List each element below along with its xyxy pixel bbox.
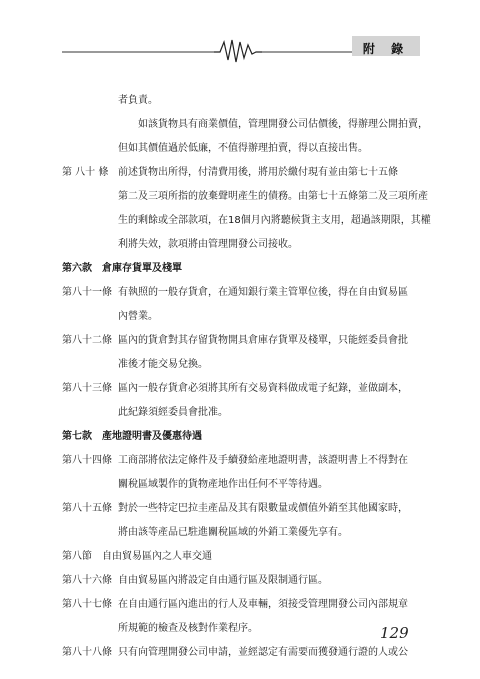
page-number: 129 <box>380 624 409 642</box>
text-line: 利將失效，款項將由管理開發公司接收。 <box>118 239 298 250</box>
article-number: 第八十八條 <box>62 647 112 658</box>
article-81 <box>62 286 422 300</box>
article-87 <box>62 598 422 612</box>
article-85 <box>62 502 422 516</box>
text-line: 所規範的檢查及核對作業程序。 <box>118 623 258 634</box>
section-heading: 第六款 倉庫存貨單及棧單 <box>62 263 182 274</box>
article-text: 前述貨物出所得，付清費用後，將用於繳付現有並由第七十五條 <box>118 167 398 178</box>
text-line: 第二及三項所指的放棄聲明產生的債務。由第七十五條第二及三項所產 <box>118 191 428 202</box>
article-text: 對於一些特定巴拉圭產品及其有限數量或價值外銷至其他國家時， <box>118 503 408 514</box>
article-number: 第八十一條 <box>62 287 112 298</box>
article-number: 第 八十 條 <box>62 167 109 178</box>
text-line: 此紀錄須經委員會批准。 <box>118 407 228 418</box>
text-line: 內營業。 <box>118 311 158 322</box>
article-82 <box>62 334 422 348</box>
article-text: 只有向管理開發公司申請，並經認定有需要而獲發通行證的人或公 <box>118 647 408 658</box>
article-number: 第八十六條 <box>62 575 112 586</box>
article-text: 有執照的一般存貨倉，在通知銀行業主管單位後，得在自由貿易區 <box>118 287 408 298</box>
text-line: 准後才能交易兌換。 <box>118 359 208 370</box>
article-88 <box>62 646 422 660</box>
section-label-appendix: 附 錄 <box>362 42 410 56</box>
header-rule-heartbeat <box>0 0 480 70</box>
body-text <box>62 94 431 670</box>
article-number: 第八十七條 <box>62 599 112 610</box>
article-number: 第八十二條 <box>62 335 112 346</box>
page-header <box>0 0 480 70</box>
section-heading: 第七款 產地證明書及優惠待遇 <box>62 431 202 442</box>
text-line: 關稅區域製作的貨物產地作出任何不平等待遇。 <box>118 479 328 490</box>
article-text: 區內的貨倉對其存留貨物開具倉庫存貨單及棧單，只能經委員會批 <box>118 335 408 346</box>
article-number: 第八十三條 <box>62 383 112 394</box>
article-text: 自由貿易區內將設定自由通行區及限制通行區。 <box>118 575 328 586</box>
article-text: 區內一般存貨倉必須將其所有交易資料做成電子紀錄，並做副本， <box>118 383 408 394</box>
text-line: 者負責。 <box>118 95 158 106</box>
article-86 <box>62 574 422 588</box>
text-line: 如該貨物具有商業價值，管理開發公司估價後，得辦理公開拍賣， <box>138 119 428 130</box>
article-number: 第八十五條 <box>62 503 112 514</box>
text-line: 將由該等產品已駐進關稅區域的外銷工業優先享有。 <box>118 527 348 538</box>
article-text: 在自由通行區內進出的行人及車輛，須接受管理開發公司內部規章 <box>118 599 408 610</box>
article-number: 第八十四條 <box>62 455 112 466</box>
article-80 <box>62 166 422 180</box>
text-line: 但如其價值過於低廉，不值得辦理拍賣，得以直接出售。 <box>118 143 368 154</box>
article-84 <box>62 454 422 468</box>
section-heading: 第八節 自由貿易區內之人車交通 <box>62 551 212 562</box>
article-text: 工商部將依法定條件及手續發給產地證明書，該證明書上不得對在 <box>118 455 408 466</box>
article-83 <box>62 382 422 396</box>
text-line: 生的剩餘或全部款項，在18個月內將聽候貨主支用，超過該期限，其權 <box>118 215 431 226</box>
